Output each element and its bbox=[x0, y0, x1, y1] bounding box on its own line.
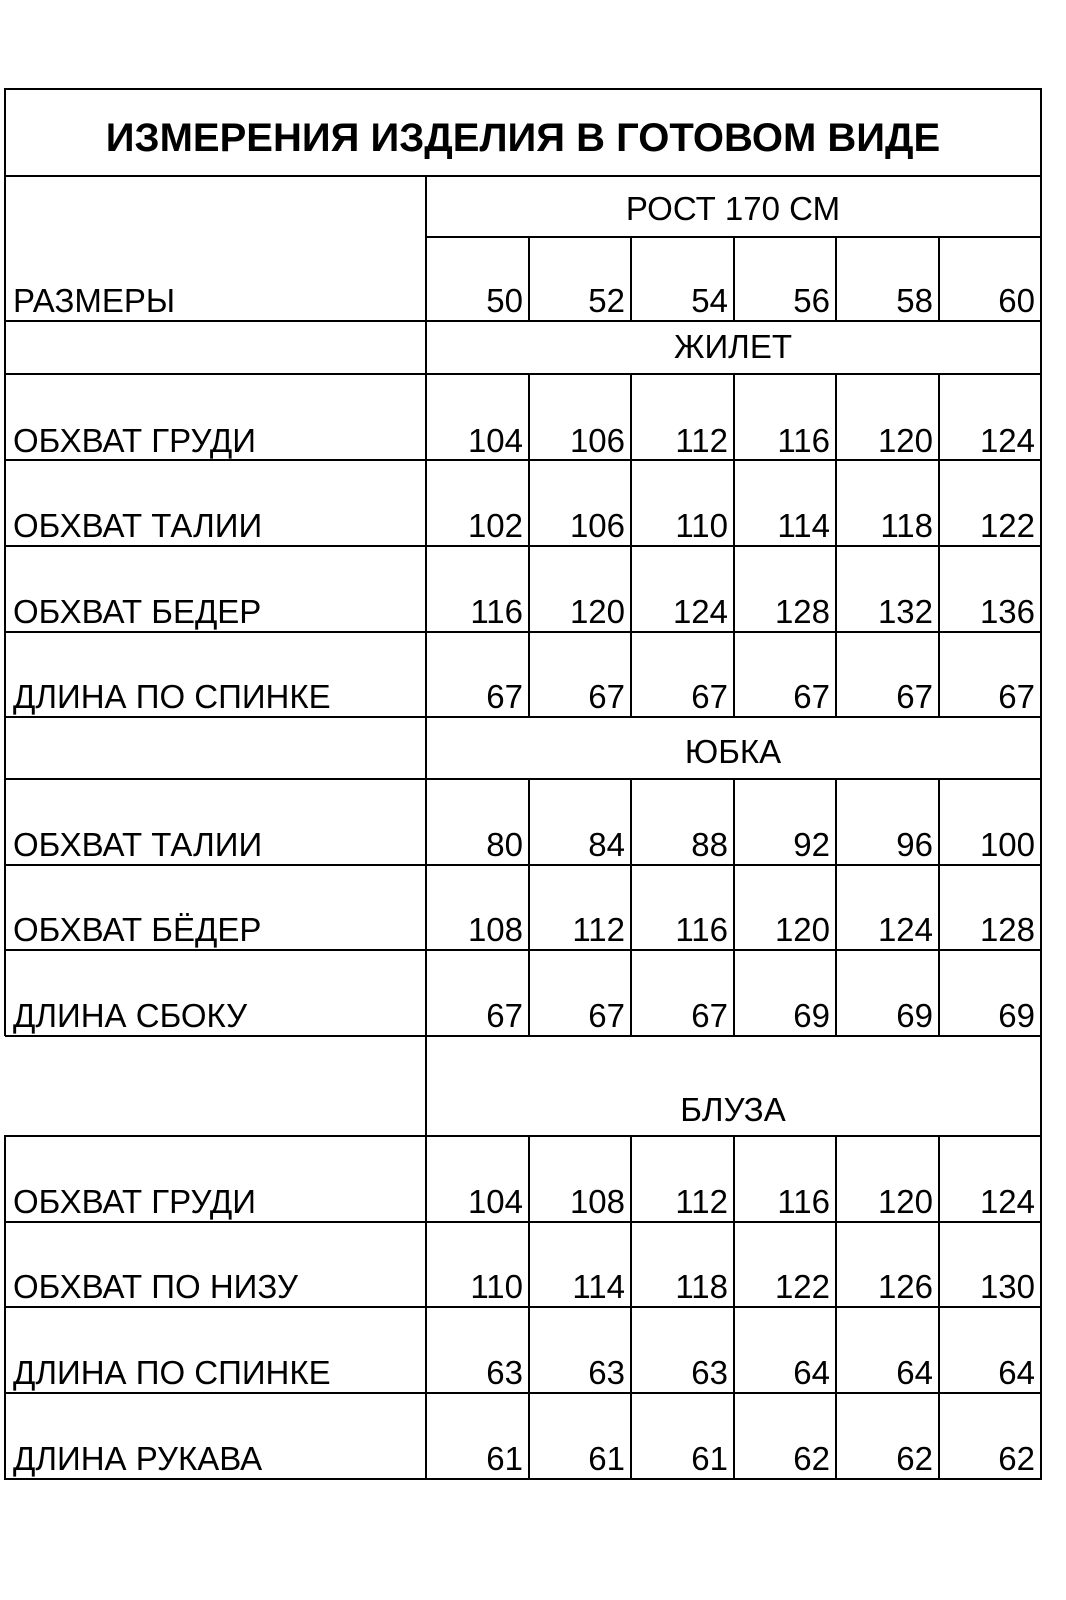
value-cell: 63 bbox=[486, 1354, 523, 1391]
table-border-top bbox=[5, 88, 1042, 90]
row-divider bbox=[5, 1035, 1042, 1037]
value-cell: 67 bbox=[691, 678, 728, 715]
column-divider bbox=[835, 779, 837, 1036]
value-cell: 67 bbox=[486, 997, 523, 1034]
row-label: ДЛИНА РУКАВА bbox=[13, 1440, 263, 1477]
value-cell: 62 bbox=[896, 1440, 933, 1477]
column-divider bbox=[630, 237, 632, 321]
value-cell: 118 bbox=[880, 507, 933, 544]
column-divider bbox=[630, 779, 632, 1036]
height-label: РОСТ 170 СМ bbox=[625, 190, 841, 227]
column-divider bbox=[733, 375, 735, 717]
value-cell: 52 bbox=[588, 282, 625, 319]
value-cell: 67 bbox=[998, 678, 1035, 715]
row-label: ОБХВАТ ГРУДИ bbox=[13, 422, 256, 459]
value-cell: 58 bbox=[896, 282, 933, 319]
value-cell: 116 bbox=[777, 422, 830, 459]
value-cell: 63 bbox=[691, 1354, 728, 1391]
row-label: ОБХВАТ БЕДЕР bbox=[13, 593, 262, 630]
column-divider bbox=[733, 1136, 735, 1480]
row-divider bbox=[5, 320, 1042, 322]
section-title-skirt: ЮБКА bbox=[684, 733, 782, 770]
value-cell: 100 bbox=[979, 826, 1035, 863]
value-cell: 63 bbox=[588, 1354, 625, 1391]
skirt-row bbox=[5, 950, 1041, 1036]
value-cell: 124 bbox=[979, 422, 1035, 459]
value-cell: 120 bbox=[774, 911, 830, 948]
row-label: ОБХВАТ ГРУДИ bbox=[13, 1183, 256, 1220]
table-border-left bbox=[4, 88, 6, 1036]
value-cell: 110 bbox=[470, 1268, 523, 1305]
column-divider bbox=[938, 237, 940, 321]
row-label: ОБХВАТ ТАЛИИ bbox=[13, 826, 263, 863]
row-divider bbox=[5, 545, 1042, 547]
value-cell: 114 bbox=[572, 1268, 625, 1305]
row-label: ДЛИНА ПО СПИНКЕ bbox=[13, 678, 331, 715]
value-cell: 62 bbox=[998, 1440, 1035, 1477]
value-cell: 69 bbox=[998, 997, 1035, 1034]
value-cell: 61 bbox=[691, 1440, 728, 1477]
value-cell: 116 bbox=[777, 1183, 830, 1220]
value-cell: 67 bbox=[486, 678, 523, 715]
row-divider bbox=[5, 175, 1042, 177]
value-cell: 61 bbox=[486, 1440, 523, 1477]
value-cell: 120 bbox=[877, 422, 933, 459]
column-divider bbox=[630, 1136, 632, 1480]
row-divider bbox=[5, 373, 1042, 375]
column-divider bbox=[835, 237, 837, 321]
row-divider bbox=[5, 1135, 1042, 1137]
section-title-blouse: БЛУЗА bbox=[680, 1091, 786, 1128]
value-cell: 106 bbox=[569, 422, 625, 459]
value-cell: 128 bbox=[979, 911, 1035, 948]
value-cell: 112 bbox=[675, 422, 728, 459]
value-cell: 104 bbox=[467, 422, 523, 459]
value-cell: 108 bbox=[467, 911, 523, 948]
value-cell: 116 bbox=[470, 593, 523, 630]
value-cell: 69 bbox=[896, 997, 933, 1034]
value-cell: 122 bbox=[979, 507, 1035, 544]
value-cell: 67 bbox=[691, 997, 728, 1034]
value-cell: 126 bbox=[877, 1268, 933, 1305]
column-divider bbox=[528, 237, 530, 321]
column-divider bbox=[528, 375, 530, 717]
value-cell: 67 bbox=[588, 997, 625, 1034]
row-divider bbox=[5, 1478, 1042, 1480]
value-cell: 124 bbox=[672, 593, 728, 630]
row-label: ОБХВАТ ПО НИЗУ bbox=[13, 1268, 298, 1305]
row-divider bbox=[5, 864, 1042, 866]
table-title: ИЗМЕРЕНИЯ ИЗДЕЛИЯ В ГОТОВОМ ВИДЕ bbox=[105, 116, 941, 160]
column-divider bbox=[938, 1136, 940, 1480]
value-cell: 61 bbox=[588, 1440, 625, 1477]
column-divider bbox=[835, 375, 837, 717]
row-divider bbox=[5, 716, 1042, 718]
value-cell: 50 bbox=[486, 282, 523, 319]
column-divider bbox=[630, 375, 632, 717]
column-divider bbox=[938, 375, 940, 717]
row-divider bbox=[5, 1221, 1042, 1223]
value-cell: 118 bbox=[675, 1268, 728, 1305]
value-cell: 67 bbox=[793, 678, 830, 715]
row-divider bbox=[5, 778, 1042, 780]
value-cell: 128 bbox=[774, 593, 830, 630]
value-cell: 96 bbox=[896, 826, 933, 863]
value-cell: 67 bbox=[896, 678, 933, 715]
vest-row bbox=[5, 546, 1041, 632]
value-cell: 67 bbox=[588, 678, 625, 715]
value-cell: 122 bbox=[774, 1268, 830, 1305]
value-cell: 80 bbox=[486, 826, 523, 863]
value-cell: 120 bbox=[877, 1183, 933, 1220]
column-divider bbox=[733, 779, 735, 1036]
vest-row bbox=[5, 632, 1041, 717]
label-column-divider bbox=[425, 175, 427, 1480]
value-cell: 64 bbox=[896, 1354, 933, 1391]
value-cell: 114 bbox=[777, 507, 830, 544]
value-cell: 102 bbox=[467, 507, 523, 544]
blouse-row bbox=[5, 1222, 1041, 1307]
row-label: ДЛИНА СБОКУ bbox=[13, 997, 248, 1034]
blouse-row bbox=[5, 1136, 1041, 1222]
value-cell: 136 bbox=[979, 593, 1035, 630]
row-label: ДЛИНА ПО СПИНКЕ bbox=[13, 1354, 331, 1391]
value-cell: 120 bbox=[569, 593, 625, 630]
value-cell: 92 bbox=[793, 826, 830, 863]
row-divider bbox=[5, 459, 1042, 461]
row-label: РАЗМЕРЫ bbox=[13, 282, 176, 319]
column-divider bbox=[835, 1136, 837, 1480]
value-cell: 124 bbox=[979, 1183, 1035, 1220]
value-cell: 88 bbox=[691, 826, 728, 863]
value-cell: 108 bbox=[569, 1183, 625, 1220]
row-label: ОБХВАТ ТАЛИИ bbox=[13, 507, 263, 544]
value-cell: 64 bbox=[998, 1354, 1035, 1391]
row-divider bbox=[5, 631, 1042, 633]
value-cell: 106 bbox=[569, 507, 625, 544]
value-cell: 132 bbox=[877, 593, 933, 630]
table-border-right bbox=[1040, 88, 1042, 1480]
sizes-row bbox=[5, 237, 1041, 321]
value-cell: 124 bbox=[877, 911, 933, 948]
skirt-row bbox=[5, 865, 1041, 950]
value-cell: 60 bbox=[998, 282, 1035, 319]
column-divider bbox=[528, 779, 530, 1036]
value-cell: 84 bbox=[588, 826, 625, 863]
row-divider bbox=[5, 1306, 1042, 1308]
column-divider bbox=[528, 1136, 530, 1480]
blouse-row bbox=[5, 1307, 1041, 1393]
value-cell: 112 bbox=[675, 1183, 728, 1220]
row-label: ОБХВАТ БЁДЕР bbox=[13, 911, 262, 948]
column-divider bbox=[938, 779, 940, 1036]
skirt-row bbox=[5, 779, 1041, 865]
vest-row bbox=[5, 375, 1041, 461]
value-cell: 130 bbox=[979, 1268, 1035, 1305]
column-divider bbox=[733, 237, 735, 321]
value-cell: 112 bbox=[572, 911, 625, 948]
value-cell: 116 bbox=[675, 911, 728, 948]
value-cell: 64 bbox=[793, 1354, 830, 1391]
row-divider bbox=[5, 1392, 1042, 1394]
blouse-row bbox=[5, 1393, 1041, 1479]
value-cell: 62 bbox=[793, 1440, 830, 1477]
value-cell: 110 bbox=[675, 507, 728, 544]
value-cell: 104 bbox=[467, 1183, 523, 1220]
vest-row bbox=[5, 461, 1041, 546]
value-cell: 54 bbox=[691, 282, 728, 319]
value-cell: 69 bbox=[793, 997, 830, 1034]
row-divider bbox=[5, 949, 1042, 951]
value-cell: 56 bbox=[793, 282, 830, 319]
section-title-vest: ЖИЛЕТ bbox=[673, 328, 792, 365]
